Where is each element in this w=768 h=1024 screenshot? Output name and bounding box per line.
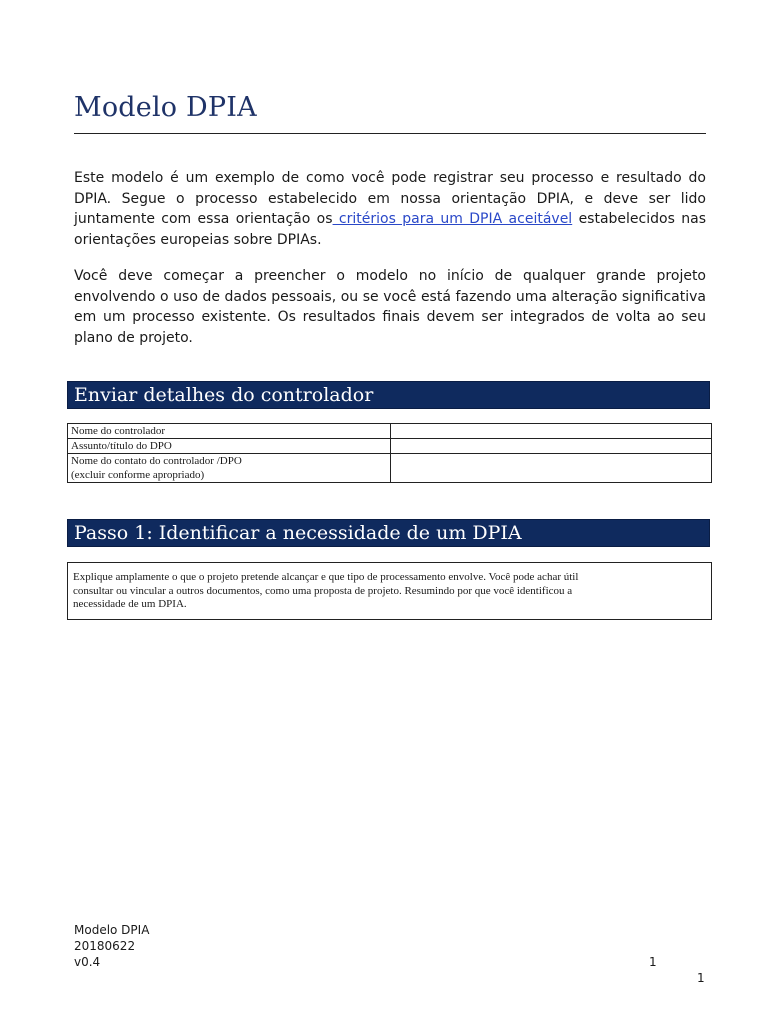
contact-name-label-line2: (excluir conforme apropriado) — [71, 469, 205, 481]
criteria-link[interactable]: critérios para um DPIA aceitável — [332, 211, 573, 227]
contact-name-field[interactable] — [391, 454, 712, 483]
page-footer — [74, 922, 149, 970]
start-paragraph: Você deve começar a preencher o modelo no início de qualquer grande projeto envolvendo o uso de dados pessoais, ou se você está fazendo uma alteração significativa em um processo existente. Os resultados finais devem ser integrados de volta ao seu plano de projeto. — [74, 268, 706, 346]
controller-section-heading: Enviar detalhes do controlador — [67, 381, 710, 409]
controller-name-field[interactable] — [391, 424, 712, 439]
explain-line-2: consultar ou vincular a outros documentos, como uma proposta de projeto. Resumindo por que você identificou a — [73, 584, 573, 597]
page-title: Modelo DPIA — [74, 92, 257, 123]
table-row — [68, 454, 712, 483]
contact-name-label-line1: Nome do contato do controlador /DPO — [71, 455, 242, 467]
footer-page-number: 1 — [649, 955, 657, 969]
explain-line-1: Explique amplamente o que o projeto pretende alcançar e que tipo de processamento envolve. Você pode achar útil — [73, 571, 579, 583]
dpo-title-label: Assunto/título do DPO — [68, 439, 391, 454]
dpo-title-field[interactable] — [391, 439, 712, 454]
step1-explain-box[interactable] — [67, 562, 712, 620]
intro-text-start: Este modelo é um exemplo de como você pode registrar seu processo e resultado do DPIA. Segue o processo estabelecido em nossa orientação DPIA, e deve ser lido juntamente com essa orientação os — [74, 170, 706, 227]
contact-name-label — [68, 454, 391, 483]
footer-doc-name: Modelo DPIA — [74, 923, 150, 937]
controller-details-table — [67, 423, 712, 483]
intro-text-end: estabelecidos nas orientações europeias sobre DPIAs. — [74, 211, 706, 248]
footer-date: 20180622 — [74, 939, 136, 953]
table-row — [68, 439, 712, 454]
page-number-outer: 1 — [697, 971, 705, 985]
footer-version: v0.4 — [74, 955, 101, 969]
explain-line-3: necessidade de um DPIA. — [73, 598, 187, 610]
table-row — [68, 424, 712, 439]
step1-section-heading: Passo 1: Identificar a necessidade de um DPIA — [67, 519, 710, 547]
title-divider — [74, 133, 706, 134]
intro-paragraph — [74, 168, 706, 250]
controller-name-label: Nome do controlador — [68, 424, 391, 439]
